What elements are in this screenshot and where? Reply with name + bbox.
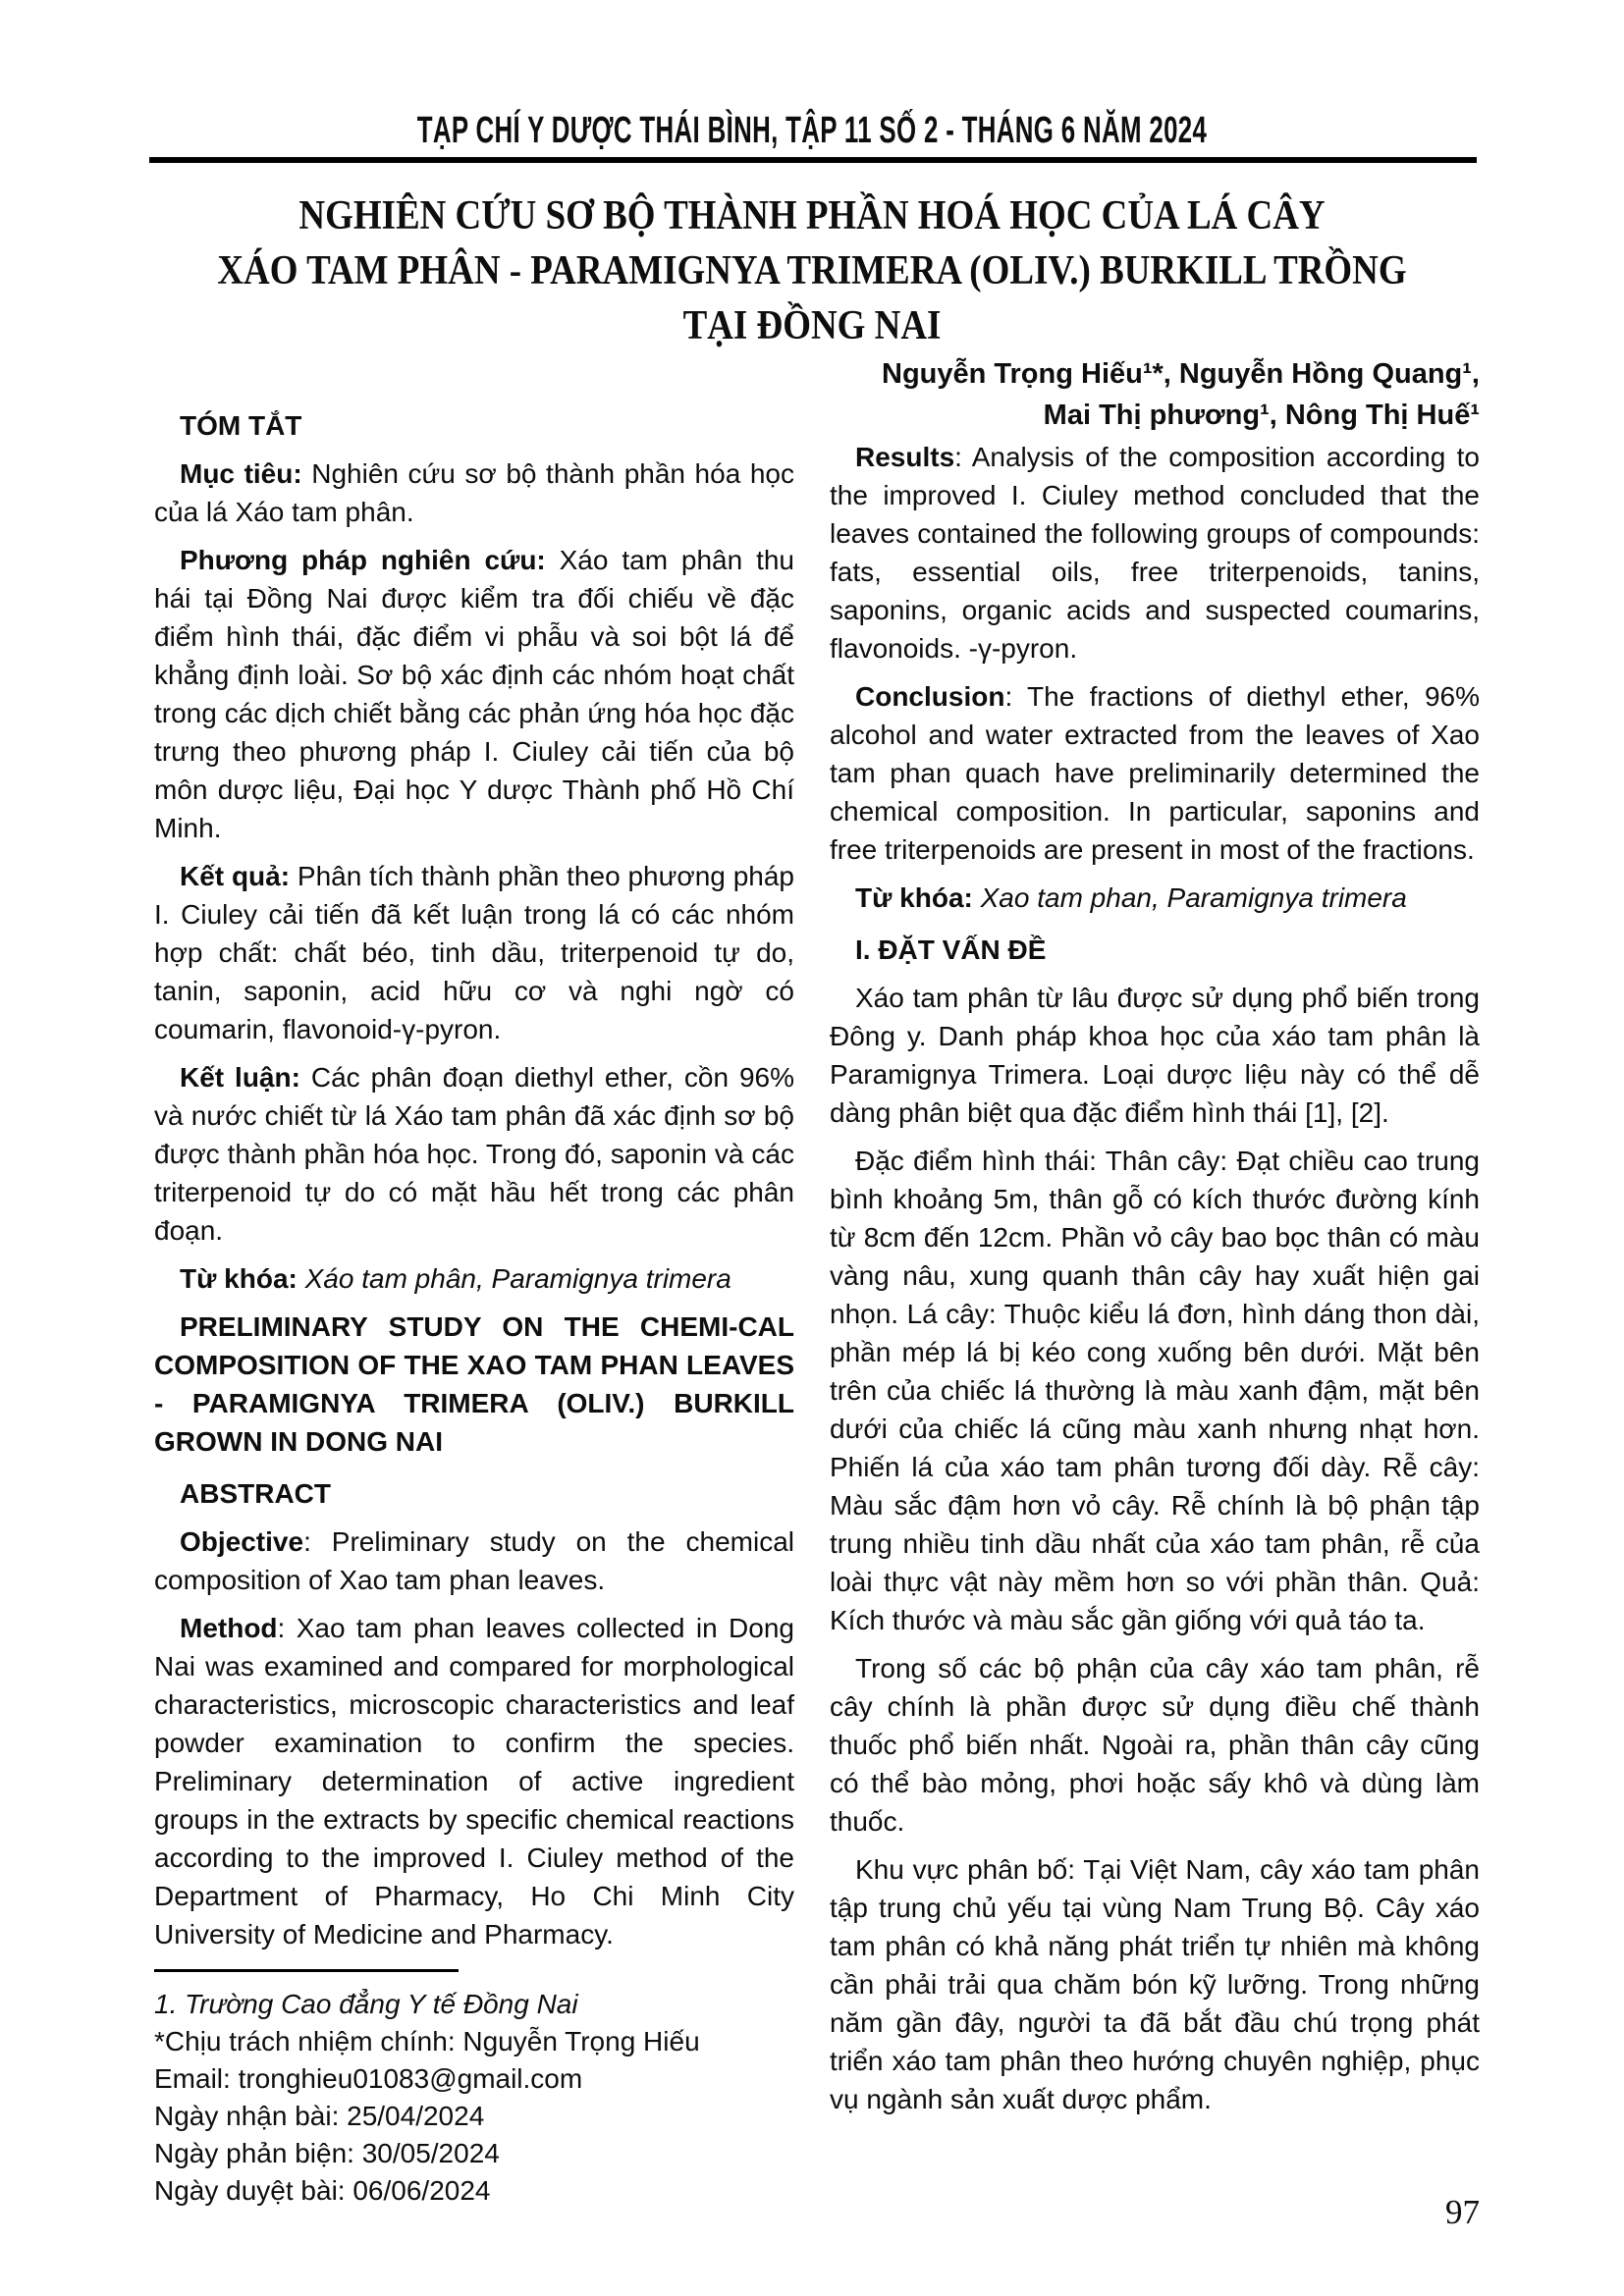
tom-tat-heading: TÓM TẮT xyxy=(180,410,302,441)
phuong-phap-text: Xáo tam phân thu hái tại Đồng Nai được kiểm tra đối chiếu về đặc điểm hình thái, đặc điểm vi phẫu và soi bột lá để khẳng định loài. Sơ bộ xác định các nhóm hoạt chất trong các dịch chiết bằng các phản ứng hóa học đặc trưng theo phương pháp I. Ciuley cải tiến của bộ môn dược liệu, Đại học Y dược Thành phố Hồ Chí Minh. xyxy=(154,545,794,843)
journal-header: TẠP CHÍ Y DƯỢC THÁI BÌNH, TẬP 11 SỐ 2 - THÁNG 6 NĂM 2024 xyxy=(416,110,1208,151)
header-rule xyxy=(149,157,1477,163)
muc-tieu-text: Nghiên cứu sơ bộ thành phần hóa học của lá Xáo tam phân. xyxy=(154,458,794,527)
paragraph-objective xyxy=(154,1522,794,1599)
authors-line2: Mai Thị phương¹, Nông Thị Huế¹ xyxy=(1043,400,1480,431)
article-title-line2: XÁO TAM PHÂN - PARAMIGNYA TRIMERA (OLIV.) BURKILL TRỒNG xyxy=(217,248,1407,294)
paragraph-tu-khoa-en xyxy=(830,879,1480,917)
paragraph-distribution: Khu vực phân bố: Tại Việt Nam, cây xáo tam phân tập trung chủ yếu tại vùng Nam Trung Bộ. Cây xáo tam phân có khả năng phát triển tự nhiên mà không cần phải trải qua chăm bón kỹ lưỡng. Trong những năm gần đây, người ta đã bắt đầu chú trọng phát triển xáo tam phân theo hướng chuyên nghiệp, phục vụ ngành sản xuất dược phẩm. xyxy=(830,1854,1480,2114)
objective-text: : Preliminary study on the chemical composition of Xao tam phan leaves. xyxy=(154,1526,794,1595)
left-column xyxy=(154,393,794,2210)
footnote-date-accepted: Ngày duyệt bài: 06/06/2024 xyxy=(154,2175,491,2206)
english-title: PRELIMINARY STUDY ON THE CHEMI-CAL COMPOSITION OF THE XAO TAM PHAN LEAVES - PARAMIGNYA TRIMERA (OLIV.) BURKILL GROWN IN DONG NAI xyxy=(154,1311,794,1457)
article-title xyxy=(97,188,1527,353)
ket-luan-lead: Kết luận: xyxy=(180,1062,300,1093)
conclusion-lead: Conclusion xyxy=(855,681,1005,712)
paragraph-intro1: Xáo tam phân từ lâu được sử dụng phổ biến trong Đông y. Danh pháp khoa học của xáo tam phân là Paramignya Trimera. Loại dược liệu này có thể dễ dàng phân biệt qua đặc điểm hình thái [1], [2]. xyxy=(830,983,1480,1128)
method-lead: Method xyxy=(180,1613,278,1643)
footnote-block xyxy=(154,1969,794,2210)
footnote-date-received: Ngày nhận bài: 25/04/2024 xyxy=(154,2101,485,2131)
section1-heading: I. ĐẶT VẤN ĐỀ xyxy=(855,934,1047,965)
ket-qua-text: Phân tích thành phần theo phương pháp I. Ciuley cải tiến đã kết luận trong lá có các nhóm hợp chất: chất béo, tinh dầu, triterpenoid tự do, tanin, saponin, acid hữu cơ và nghi ngờ có coumarin, flavonoid-γ-pyron. xyxy=(154,861,795,1044)
page-number: 97 xyxy=(1445,2193,1480,2231)
muc-tieu-lead: Mục tiêu: xyxy=(180,458,302,489)
paragraph-morphology: Đặc điểm hình thái: Thân cây: Đạt chiều cao trung bình khoảng 5m, thân gỗ có kích thước đường kính từ 8cm đến 12cm. Phần vỏ cây bao bọc thân có màu vàng nâu, xung quanh thân cây hay xuất hiện gai nhọn. Lá cây: Thuộc kiểu lá đơn, hình dáng thon dài, phần mép lá bị kéo cong xuống bên dưới. Mặt bên trên của chiếc lá thường là màu xanh đậm, mặt bên dưới của chiếc lá cũng màu xanh nhưng nhạt hơn. Phiến lá của xáo tam phân tương đối dày. Rễ cây: Màu sắc đậm hơn vỏ cây. Rễ chính là bộ phận tập trung nhiều tinh dầu nhất của xáo tam phân, rễ của loài thực vật này mềm hơn so với phần thân. Quả: Kích thước và màu sắc gần giống với quả táo ta. xyxy=(830,1146,1480,1635)
tu-khoa-vi-lead: Từ khóa: xyxy=(180,1263,298,1294)
right-column xyxy=(830,438,1480,2118)
ket-qua-lead: Kết quả: xyxy=(180,861,291,891)
paragraph-phuong-phap xyxy=(154,541,794,847)
footnote-date-reviewed: Ngày phản biện: 30/05/2024 xyxy=(154,2138,500,2168)
tu-khoa-vi-text: Xáo tam phân, Paramignya trimera xyxy=(297,1263,731,1294)
paragraph-results xyxy=(830,438,1480,667)
authors-line1: Nguyễn Trọng Hiếu¹*, Nguyễn Hồng Quang¹, xyxy=(882,358,1480,390)
paragraph-conclusion xyxy=(830,677,1480,869)
footnote-affiliation: 1. Trường Cao đẳng Y tế Đồng Nai xyxy=(154,1989,578,2019)
article-title-line1: NGHIÊN CỨU SƠ BỘ THÀNH PHẦN HOÁ HỌC CỦA LÁ CÂY xyxy=(298,193,1326,239)
authors-block xyxy=(882,353,1480,436)
paragraph-ket-luan xyxy=(154,1058,794,1250)
method-text: : Xao tam phan leaves collected in Dong Nai was examined and compared for morphological characteristics, microscopic characteristics and leaf powder examination to confirm the species. Preliminary determination of active ingredient groups in the extracts by specific chemical reactions according to the improved I. Ciuley method of the Department of Pharmacy, Ho Chi Minh City University of Medicine and Pharmacy. xyxy=(154,1613,794,1949)
footnote-email: Email: tronghieu01083@gmail.com xyxy=(154,2063,583,2094)
footnote-responsible: *Chịu trách nhiệm chính: Nguyễn Trọng Hiếu xyxy=(154,2026,700,2056)
results-text: : Analysis of the composition according to the improved I. Ciuley method concluded that the leaves contained the following groups of compounds: fats, essential oils, free triterpenoids, tanins, saponins, organic acids and suspected coumarins, flavonoids. -γ-pyron. xyxy=(830,442,1480,664)
ket-luan-text: Các phân đoạn diethyl ether, cồn 96% và nước chiết từ lá Xáo tam phân đã xác định sơ bộ được thành phần hóa học. Trong đó, saponin và các triterpenoid tự do có mặt hầu hết trong các phân đoạn. xyxy=(154,1062,794,1246)
paragraph-tu-khoa-vi xyxy=(154,1259,794,1298)
objective-lead: Objective xyxy=(180,1526,304,1557)
conclusion-text: : The fractions of diethyl ether, 96% alcohol and water extracted from the leaves of Xao tam phan quach have preliminarily determined the chemical composition. In particular, saponins and free triterpenoids are present in most of the fractions. xyxy=(830,681,1480,865)
tu-khoa-en-lead: Từ khóa: xyxy=(855,882,973,913)
paragraph-usage: Trong số các bộ phận của cây xáo tam phân, rễ cây chính là phần được sử dụng điều chế thành thuốc phổ biến nhất. Ngoài ra, phần thân cây cũng có thể bào mỏng, phơi hoặc sấy khô và dùng làm thuốc. xyxy=(830,1653,1480,1837)
paragraph-ket-qua xyxy=(154,857,794,1048)
paragraph-method xyxy=(154,1609,794,1953)
footnote-rule xyxy=(154,1969,459,1972)
paragraph-muc-tieu xyxy=(154,454,794,531)
tu-khoa-en-text: Xao tam phan, Paramignya trimera xyxy=(972,882,1407,913)
phuong-phap-lead: Phương pháp nghiên cứu: xyxy=(180,545,546,575)
results-lead: Results xyxy=(855,442,955,472)
abstract-heading: ABSTRACT xyxy=(180,1478,331,1509)
article-title-line3: TẠI ĐỒNG NAI xyxy=(682,303,942,348)
